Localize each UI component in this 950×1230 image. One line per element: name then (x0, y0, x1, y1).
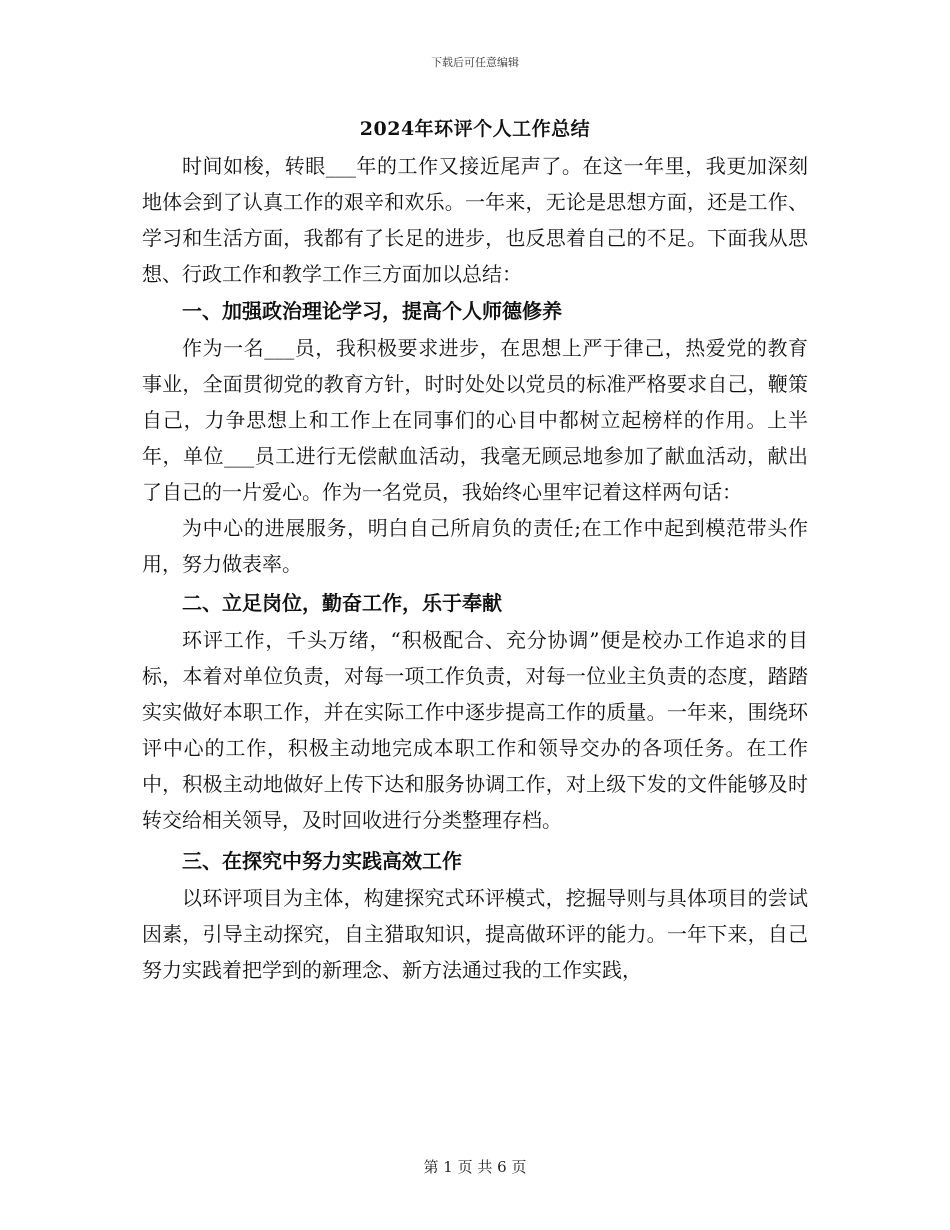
section-1-paragraph-2: 为中心的进展服务，明白自己所肩负的责任;在工作中起到模范带头作用，努力做表率。 (142, 516, 808, 576)
section-2-paragraph-1: 环评工作，千头万绪，“积极配合、充分协调”便是校办工作追求的目标，本着对单位负责，对每一项工作负责，对每一位业主负责的态度，踏踏实实做好本职工作，并在实际工作中逐步提高工作的质量。一年来，围绕环评中心的工作，积极主动地完成本职工作和领导交办的各项任务。在工作中，积极主动地做好上传下达和服务协调工作，对上级下发的文件能够及时转交给相关领导，及时回收进行分类整理存档。 (142, 628, 808, 832)
section-heading-2: 二、立足岗位，勤奋工作，乐于奉献 (182, 591, 502, 615)
document-title: 2024年环评个人工作总结 (359, 118, 591, 140)
section-3-paragraph-1: 以环评项目为主体，构建探究式环评模式，挖掘导则与具体项目的尝试因素，引导主动探究，自主猎取知识，提高做环评的能力。一年下来，自己努力实践着把学到的新理念、新方法通过我的工作实践， (142, 886, 808, 982)
page-header-note: 下载后可任意编辑 (431, 56, 519, 69)
section-heading-1: 一、加强政治理论学习，提高个人师德修养 (182, 299, 562, 323)
section-1-paragraph-1: 作为一名___员，我积极要求进步，在思想上严于律己，热爱党的教育事业，全面贯彻党的教育方针，时时处处以党员的标准严格要求自己，鞭策自己，力争思想上和工作上在同事们的心目中都树立起榜样的作用。上半年，单位___员工进行无偿献血活动，我毫无顾忌地参加了献血活动，献出了自己的一片爱心。作为一名党员，我始终心里牢记着这样两句话： (142, 336, 808, 504)
intro-paragraph: 时间如梭，转眼___年的工作又接近尾声了。在这一年里，我更加深刻地体会到了认真工作的艰辛和欢乐。一年来，无论是思想方面，还是工作、学习和生活方面，我都有了长足的进步，也反思着自己的不足。下面我从思想、行政工作和教学工作三方面加以总结： (142, 154, 808, 286)
section-heading-3: 三、在探究中努力实践高效工作 (182, 849, 462, 873)
page-number-footer: 第 1 页 共 6 页 (423, 1158, 527, 1176)
document-body (142, 148, 808, 988)
